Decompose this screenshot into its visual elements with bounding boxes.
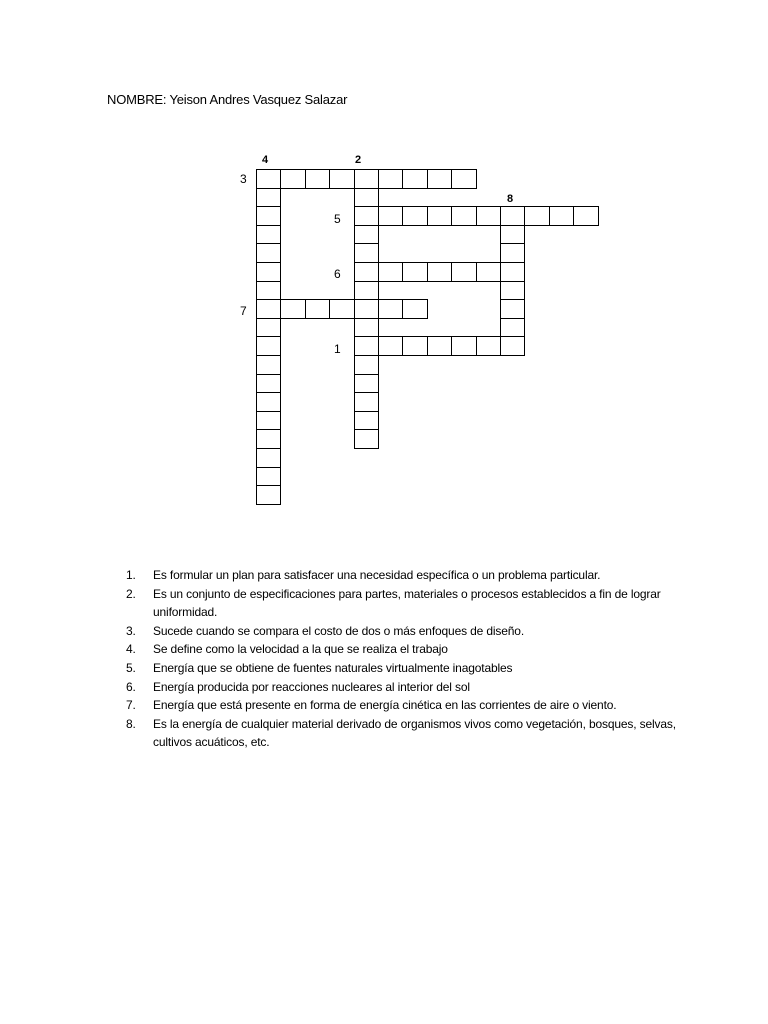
crossword-cell[interactable]	[500, 206, 525, 226]
crossword-cell[interactable]	[402, 299, 427, 319]
crossword-cell[interactable]	[427, 206, 452, 226]
crossword-cell[interactable]	[451, 262, 476, 282]
crossword-cell[interactable]	[256, 355, 281, 375]
clue-item: 6. Energía producida por reacciones nucleares al interior del sol	[126, 679, 470, 694]
clue-number-label: 8	[507, 193, 514, 205]
clue-item: 1. Es formular un plan para satisfacer una necesidad específica o un problema particular.	[126, 568, 601, 582]
clue-item: 8. Es la energía de cualquier material derivado de organismos vivos como vegetación, bosques, selvas, cultivos acuáticos, etc.	[126, 716, 676, 750]
crossword-cell[interactable]	[354, 299, 379, 319]
crossword-cell[interactable]	[256, 411, 281, 431]
crossword-cell[interactable]	[500, 318, 525, 338]
crossword-cell[interactable]	[256, 299, 281, 319]
crossword-cell[interactable]	[476, 262, 501, 282]
crossword-cell[interactable]	[256, 429, 281, 449]
crossword-cell[interactable]	[427, 336, 452, 356]
clue-number-label: 3	[240, 172, 247, 186]
crossword-cell[interactable]	[354, 206, 379, 226]
name-label: NOMBRE:	[107, 92, 167, 107]
crossword-cell[interactable]	[402, 262, 427, 282]
crossword-cell[interactable]	[256, 467, 281, 487]
crossword-cell[interactable]	[354, 169, 379, 189]
crossword-cell[interactable]	[329, 169, 354, 189]
crossword-cell[interactable]	[256, 318, 281, 338]
crossword-cell[interactable]	[256, 485, 281, 505]
crossword-cell[interactable]	[280, 169, 305, 189]
crossword-cell[interactable]	[378, 262, 403, 282]
crossword-cell[interactable]	[354, 392, 379, 412]
crossword-cell[interactable]	[500, 243, 525, 263]
crossword-cell[interactable]	[378, 336, 403, 356]
crossword-cell[interactable]	[256, 243, 281, 263]
crossword-cell[interactable]	[354, 188, 379, 208]
crossword-cell[interactable]	[256, 225, 281, 245]
crossword-cell[interactable]	[402, 169, 427, 189]
crossword-cell[interactable]	[354, 355, 379, 375]
crossword-cell[interactable]	[549, 206, 574, 226]
crossword-cell[interactable]	[256, 206, 281, 226]
crossword-cell[interactable]	[354, 281, 379, 301]
crossword-cell[interactable]	[280, 299, 305, 319]
crossword-cell[interactable]	[256, 262, 281, 282]
clue-item: 4. Se define como la velocidad a la que se realiza el trabajo	[126, 642, 448, 657]
crossword-cell[interactable]	[305, 169, 330, 189]
student-name: Yeison Andres Vasquez Salazar	[169, 92, 348, 107]
clue-item: 3. Sucede cuando se compara el costo de dos o más enfoques de diseño.	[126, 623, 525, 638]
crossword-cell[interactable]	[500, 336, 525, 356]
crossword-cell[interactable]	[378, 169, 403, 189]
clue-item: 2. Es un conjunto de especificaciones para partes, materiales o procesos establecidos a fin de lograr uniformidad.	[126, 586, 661, 620]
crossword-cell[interactable]	[451, 206, 476, 226]
crossword-cell[interactable]	[378, 206, 403, 226]
crossword-cell[interactable]	[354, 225, 379, 245]
crossword-cell[interactable]	[573, 206, 598, 226]
crossword-cell[interactable]	[354, 429, 379, 449]
crossword-cell[interactable]	[354, 374, 379, 394]
clue-number-label: 5	[334, 212, 341, 226]
crossword-cell[interactable]	[354, 262, 379, 282]
clue-item: 7. Energía que está presente en forma de energía cinética en las corrientes de aire o viento.	[126, 698, 617, 713]
crossword-cell[interactable]	[500, 262, 525, 282]
crossword-cell[interactable]	[524, 206, 549, 226]
clue-number-label: 2	[355, 154, 362, 166]
crossword-cell[interactable]	[354, 411, 379, 431]
crossword-cell[interactable]	[402, 206, 427, 226]
crossword-cell[interactable]	[256, 448, 281, 468]
crossword-cell[interactable]	[451, 169, 476, 189]
crossword-cell[interactable]	[354, 318, 379, 338]
crossword-cell[interactable]	[256, 336, 281, 356]
crossword-cell[interactable]	[500, 299, 525, 319]
crossword-cell[interactable]	[329, 299, 354, 319]
crossword-cell[interactable]	[402, 336, 427, 356]
clue-number-label: 6	[334, 267, 341, 281]
crossword-cell[interactable]	[500, 225, 525, 245]
crossword-cell[interactable]	[427, 169, 452, 189]
clue-item: 5. Energía que se obtiene de fuentes naturales virtualmente inagotables	[126, 660, 513, 675]
clue-number-label: 4	[262, 154, 269, 166]
crossword-cell[interactable]	[256, 392, 281, 412]
crossword-cell[interactable]	[378, 299, 403, 319]
clue-list	[126, 566, 686, 752]
crossword-cell[interactable]	[476, 206, 501, 226]
clue-number-label: 7	[240, 304, 247, 318]
crossword-cell[interactable]	[500, 281, 525, 301]
crossword-cell[interactable]	[451, 336, 476, 356]
crossword-cell[interactable]	[354, 243, 379, 263]
crossword-cell[interactable]	[256, 374, 281, 394]
crossword-cell[interactable]	[354, 336, 379, 356]
crossword-cell[interactable]	[427, 262, 452, 282]
crossword-cell[interactable]	[256, 169, 281, 189]
clue-number-label: 1	[334, 342, 341, 356]
crossword-cell[interactable]	[305, 299, 330, 319]
crossword-cell[interactable]	[476, 336, 501, 356]
crossword-cell[interactable]	[256, 188, 281, 208]
crossword-cell[interactable]	[256, 281, 281, 301]
